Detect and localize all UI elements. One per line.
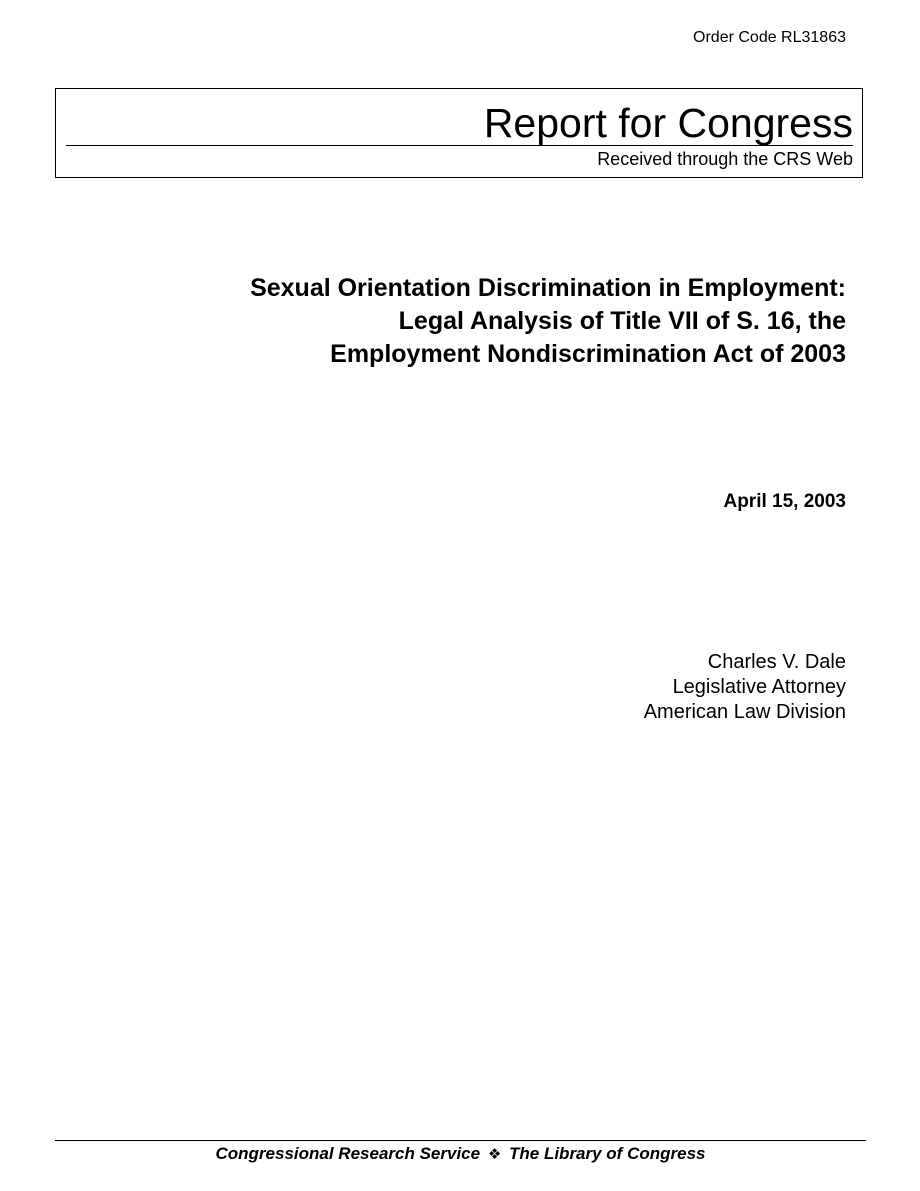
masthead-title: Report for Congress xyxy=(483,100,853,146)
report-title xyxy=(126,272,846,371)
author-division: American Law Division xyxy=(643,701,846,723)
masthead-subtitle: Received through the CRS Web xyxy=(597,149,853,169)
diamond-separator-icon: ❖ xyxy=(487,1146,502,1163)
report-title-line: Legal Analysis of Title VII of S. 16, the xyxy=(398,307,846,335)
footer-publisher: Congressional Research Service xyxy=(215,1144,481,1163)
report-title-line: Employment Nondiscrimination Act of 2003 xyxy=(330,340,846,368)
author-position: Legislative Attorney xyxy=(672,676,846,698)
order-code: Order Code RL31863 xyxy=(693,29,846,46)
masthead-divider xyxy=(66,145,853,146)
report-title-line: Sexual Orientation Discrimination in Employment: xyxy=(250,274,846,302)
footer-divider xyxy=(55,1140,866,1141)
masthead-box xyxy=(55,88,863,178)
author-name: Charles V. Dale xyxy=(707,651,846,673)
footer xyxy=(55,1143,866,1166)
author-block xyxy=(644,650,846,725)
report-date: April 15, 2003 xyxy=(723,491,846,512)
footer-library: The Library of Congress xyxy=(509,1144,706,1163)
